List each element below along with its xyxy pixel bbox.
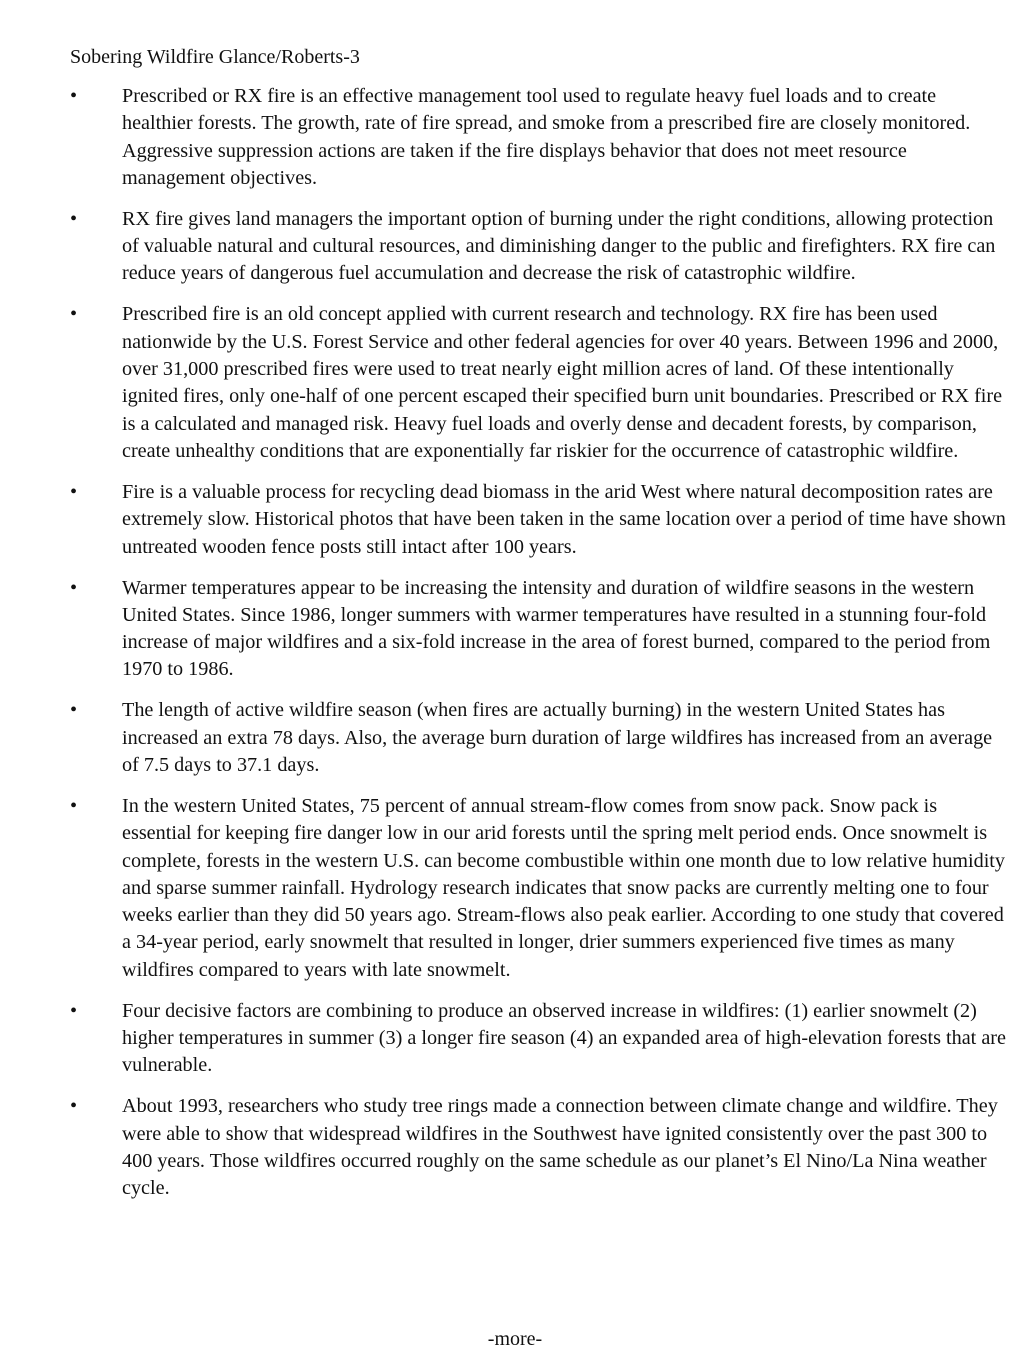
- bullet-item: [0, 301, 1024, 465]
- bullet-icon: •: [70, 576, 78, 599]
- bullet-text: Warmer temperatures appear to be increasing the intensity and duration of wildfire seasons in the western United States. Since 1986, longer summers with warmer temperatures have resulted in a stunning four-fold increase of major wildfires and a six-fold increase in the area of forest burned, compared to the period from 1970 to 1986.: [122, 576, 991, 681]
- bullet-list: [0, 83, 1024, 1216]
- bullet-text: About 1993, researchers who study tree rings made a connection between climate change and wildfire. They were able to show that widespread wildfires in the Southwest have ignited consistently over the past 300 to 400 years. Those wildfires occurred roughly on the same schedule as our planet’s El Nino/La Nina weather cycle.: [122, 1095, 998, 1200]
- bullet-item: [0, 1093, 1024, 1202]
- bullet-icon: •: [70, 699, 78, 722]
- bullet-item: [0, 206, 1024, 288]
- bullet-text: RX fire gives land managers the important option of burning under the right conditions, allowing protection of valuable natural and cultural resources, and diminishing danger to the public and firefighters. RX fire can reduce years of dangerous fuel accumulation and decrease the risk of catastrophic wildfire.: [122, 207, 996, 285]
- bullet-icon: •: [70, 1095, 78, 1118]
- bullet-icon: •: [70, 303, 78, 326]
- bullet-text: Prescribed fire is an old concept applied with current research and technology. RX fire has been used nationwide by the U.S. Forest Service and other federal agencies for over 40 years. Between 1996 and 2000, over 31,000 prescribed fires were used to treat nearly eight million acres of land. Of these intentionally ignited fires, only one-half of one percent escaped their specified burn unit boundaries. Prescribed or RX fire is a calculated and managed risk. Heavy fuel loads and overly dense and decadent forests, by comparison, create unhealthy conditions that are exponentially far riskier for the occurrence of catastrophic wildfire.: [122, 303, 1003, 462]
- bullet-text: Four decisive factors are combining to produce an observed increase in wildfires: (1) earlier snowmelt (2) higher temperatures in summer (3) a longer fire season (4) an expanded area of high-elevation forests that are vulnerable.: [122, 999, 1006, 1077]
- bullet-text: The length of active wildfire season (when fires are actually burning) in the western United States has increased an extra 78 days. Also, the average burn duration of large wildfires has increased from an average of 7.5 days to 37.1 days.: [122, 699, 993, 776]
- page-footer-more: -more-: [487, 1328, 543, 1350]
- bullet-icon: •: [70, 207, 78, 230]
- bullet-icon: •: [70, 999, 78, 1022]
- bullet-icon: •: [70, 794, 78, 817]
- bullet-item: [0, 83, 1024, 192]
- bullet-icon: •: [70, 85, 78, 107]
- bullet-item: [0, 998, 1024, 1080]
- page-header: Sobering Wildfire Glance/Roberts-3: [70, 46, 360, 68]
- bullet-text: In the western United States, 75 percent of annual stream-flow comes from snow pack. Snow pack is essential for keeping fire danger low in our arid forests until the spring melt period ends. Once snowmelt is complete, forests in the western U.S. can become combustible within one month due to low relative humidity and sparse summer rainfall. Hydrology research indicates that snow packs are currently melting one to four weeks earlier than they did 50 years ago. Stream-flows also peak earlier. According to one study that covered a 34-year period, early snowmelt that resulted in longer, drier summers experienced five times as many wildfires compared to years with late snowmelt.: [122, 794, 1006, 981]
- bullet-icon: •: [70, 480, 78, 503]
- bullet-text: Prescribed or RX fire is an effective management tool used to regulate heavy fuel loads and to create healthier forests. The growth, rate of fire spread, and smoke from a prescribed fire are closely monitored. Aggressive suppression actions are taken if the fire displays behavior that does not meet resource management objectives.: [122, 85, 971, 189]
- bullet-item: [0, 793, 1024, 984]
- bullet-item: [0, 697, 1024, 779]
- bullet-text: Fire is a valuable process for recycling dead biomass in the arid West where natural decomposition rates are extremely slow. Historical photos that have been taken in the same location over a period of time have shown untreated wooden fence posts still intact after 100 years.: [122, 480, 1006, 558]
- bullet-item: [0, 479, 1024, 561]
- bullet-item: [0, 575, 1024, 684]
